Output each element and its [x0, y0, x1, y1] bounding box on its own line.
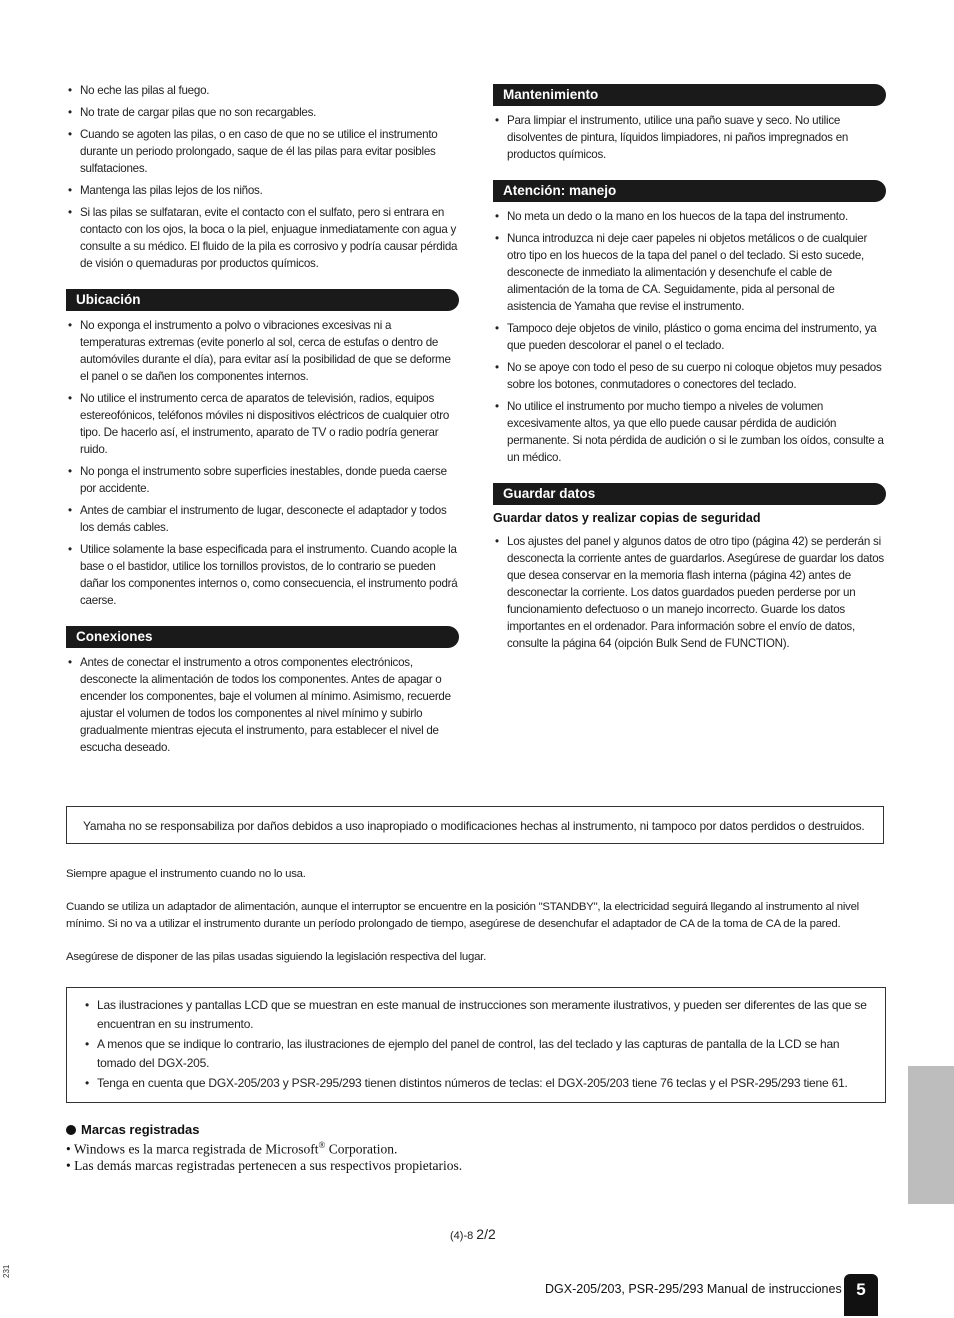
disclaimer-box: Yamaha no se responsabiliza por daños debidos a uso inapropiado o modificaciones hechas al instrumento, ni tampoco por datos perdidos o destruidos. — [66, 806, 884, 844]
guardar-subheading: Guardar datos y realizar copias de seguridad — [493, 511, 761, 525]
section-heading-mantenimiento: Mantenimiento — [493, 84, 886, 106]
guardar-bullet-list — [493, 533, 886, 652]
illustrations-info-box — [66, 987, 886, 1103]
list-item: • Antes de conectar el instrumento a otros componentes electrónicos, desconecte la alimentación de todos los componentes. Antes de apagar o encender los componentes, baje el volumen al mínimo. Asimismo, recuerde ajustar el volumen de todos los componentes al nivel mínimo y subirlo gradualmente mientras ejecuta el instrumento, para establecer el nivel de escucha deseado. — [66, 654, 459, 756]
trademark-text: • Windows es la marca registrada de Microsoft — [66, 1141, 319, 1157]
section-heading-guardar-datos: Guardar datos — [493, 483, 886, 505]
mantenimiento-bullet-list — [493, 112, 886, 163]
section-heading-ubicacion: Ubicación — [66, 289, 459, 311]
list-item: • No utilice el instrumento por mucho tiempo a niveles de volumen excesivamente altos, ya que ello puede causar pérdida de audición permanente. Si nota pérdida de audición o si le zumban los oídos, consulte a un médico. — [493, 398, 886, 466]
trademark-line-windows — [66, 1140, 397, 1158]
list-item: • Antes de cambiar el instrumento de lugar, desconecte el adaptador y todos los demás cables. — [66, 502, 459, 536]
section-heading-atencion: Atención: manejo — [493, 180, 886, 202]
registered-mark: ® — [318, 1140, 326, 1150]
trademarks-title: Marcas registradas — [81, 1122, 200, 1137]
battery-bullet-list — [66, 82, 459, 272]
section-heading-conexiones: Conexiones — [66, 626, 459, 648]
trademarks-heading — [66, 1122, 200, 1137]
list-item: • Nunca introduzca ni deje caer papeles ni objetos metálicos o de cualquier otro tipo en los huecos de la tapa del panel o del teclado. Si esto sucede, desconecte de inmediato la alimentación y desenchufe el cable de alimentación de la toma de CA. Seguidamente, pida al personal de asistencia de Yamaha que revise el instrumento. — [493, 230, 886, 315]
list-item: • No exponga el instrumento a polvo o vibraciones excesivas ni a temperaturas extremas (evite ponerlo al sol, cerca de estufas o dentro de automóviles durante el día), para evitar así la posibilidad de que se deforme el panel o se dañen los componentes internos. — [66, 317, 459, 385]
side-number: 231 — [2, 1264, 11, 1278]
list-item: • No ponga el instrumento sobre superficies inestables, donde pueda caerse por accidente. — [66, 463, 459, 497]
list-item: • Para limpiar el instrumento, utilice una paño suave y seco. No utilice disolventes de pintura, líquidos limpiadores, ni paños impregnados en productos químicos. — [493, 112, 886, 163]
trademark-text: Corporation. — [325, 1141, 398, 1157]
list-item: • A menos que se indique lo contrario, las ilustraciones de ejemplo del panel de control, las del teclado y las capturas de pantalla de la LCD se han tomado del DGX-205. — [83, 1035, 871, 1074]
list-item: • No trate de cargar pilas que no son recargables. — [66, 104, 459, 121]
chapter-tab — [908, 1066, 954, 1204]
list-item: • Mantenga las pilas lejos de los niños. — [66, 182, 459, 199]
manual-title: DGX-205/203, PSR-295/293 Manual de instrucciones — [545, 1282, 842, 1296]
list-item: • Tenga en cuenta que DGX-205/203 y PSR-295/293 tienen distintos números de teclas: el DGX-205/203 tiene 76 teclas y el PSR-295/293 tiene 61. — [83, 1074, 871, 1093]
page-number: 5 — [844, 1274, 878, 1316]
bullet-dot-icon — [66, 1125, 76, 1135]
list-item: • Las ilustraciones y pantallas LCD que se muestran en este manual de instrucciones son meramente ilustrativos, y pueden ser diferentes de las que se encuentran en su instrumento. — [83, 996, 871, 1035]
right-column — [493, 84, 886, 657]
page-code-suffix: 2/2 — [476, 1226, 496, 1242]
info-bullet-list — [83, 996, 871, 1093]
list-item: • Tampoco deje objetos de vinilo, plástico o goma encima del instrumento, ya que pueden descolorar el panel o el teclado. — [493, 320, 886, 354]
list-item: • No eche las pilas al fuego. — [66, 82, 459, 99]
note-adapter: Cuando se utiliza un adaptador de alimentación, aunque el interruptor se encuentre en la posición "STANDBY", la electricidad seguirá llegando al instrumento al nivel mínimo. Si no va a utilizar el instrumento durante un período prolongado de tiempo, asegúrese de desenchufar el adaptador de CA de la toma de CA de la pared. — [66, 901, 859, 930]
page-code — [450, 1226, 496, 1242]
list-item: • No meta un dedo o la mano en los huecos de la tapa del instrumento. — [493, 208, 886, 225]
note-power-off: Siempre apague el instrumento cuando no lo usa. — [66, 868, 306, 880]
list-item: • Cuando se agoten las pilas, o en caso de que no se utilice el instrumento durante un periodo prolongado, saque de él las pilas para evitar posibles sulfataciones. — [66, 126, 459, 177]
atencion-bullet-list — [493, 208, 886, 466]
left-column — [66, 82, 459, 761]
list-item: • Si las pilas se sulfataran, evite el contacto con el sulfato, pero si entrara en contacto con los ojos, la boca o la piel, enjuague inmediatamente con agua y consulte a su médico. El fluido de la pila es corrosivo y podría causar pérdida de visión o quemaduras por productos químicos. — [66, 204, 459, 272]
list-item: • No utilice el instrumento cerca de aparatos de televisión, radios, equipos estereofónicos, teléfonos móviles ni dispositivos eléctricos de cualquier otro tipo. De hacerlo así, el instrumento, aparato de TV o radio podría generar ruido. — [66, 390, 459, 458]
ubicacion-bullet-list — [66, 317, 459, 609]
page-code-prefix: (4)-8 — [450, 1230, 474, 1242]
trademark-line-others: • Las demás marcas registradas pertenecen a sus respectivos propietarios. — [66, 1158, 463, 1173]
list-item: • No se apoye con todo el peso de su cuerpo ni coloque objetos muy pesados sobre los botones, conmutadores o conectores del teclado. — [493, 359, 886, 393]
conexiones-bullet-list — [66, 654, 459, 756]
note-batteries-disposal: Asegúrese de disponer de las pilas usadas siguiendo la legislación respectiva del lugar. — [66, 951, 486, 963]
list-item: • Los ajustes del panel y algunos datos de otro tipo (página 42) se perderán si desconecta la corriente antes de guardarlos. Asegúrese de guardar los datos que desea conservar en la memoria flash interna (página 42) antes de desconectar la corriente. Los datos guardados pueden perderse por un funcionamiento defectuoso o un manejo incorrecto. Guarde los datos importantes en el ordenador. Para información sobre el envío de datos, consulte la página 64 (oipción Bulk Send de FUNCTION). — [493, 533, 886, 652]
list-item: • Utilice solamente la base especificada para el instrumento. Cuando acople la base o el bastidor, utilice los tornillos provistos, de lo contrario se pueden dañar los componentes internos o, como consecuencia, el instrumento podrá caerse. — [66, 541, 459, 609]
